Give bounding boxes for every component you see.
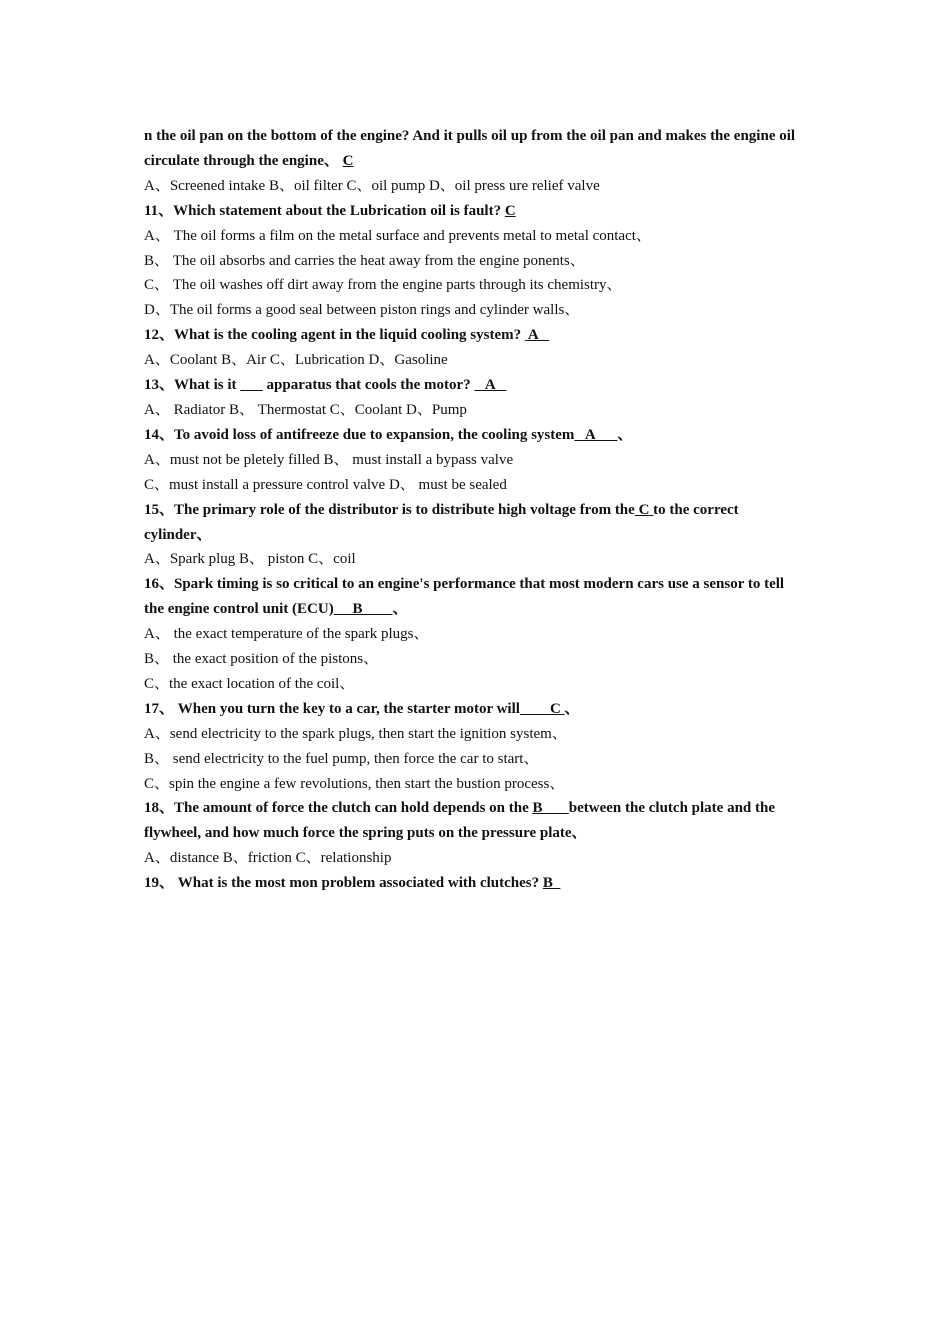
question-14	[144, 423, 807, 448]
question-18-answer: B	[532, 800, 543, 817]
question-18-text-b: between the clutch plate and the flywheel, and how much force the spring puts on the pressure plate、	[144, 800, 776, 842]
question-10-answer: C	[342, 152, 354, 169]
question-14-suffix: 、	[617, 426, 633, 443]
question-16-suffix: 、	[392, 601, 408, 618]
question-15-text-b: to the correct cylinder、	[144, 501, 739, 543]
question-11-option-c: C、 The oil washes off dirt away from the engine parts through its chemistry、	[144, 277, 622, 294]
question-17-option-b: B、 send electricity to the fuel pump, then force the car to start、	[144, 750, 539, 767]
question-11-option-d: D、The oil forms a good seal between piston rings and cylinder walls、	[144, 302, 580, 319]
question-15-options: A、Spark plug B、 piston C、coil	[144, 551, 356, 568]
question-16	[144, 572, 807, 622]
question-14-options-cd: C、must install a pressure control valve D、 must be sealed	[144, 476, 507, 493]
question-16-option-a: A、 the exact temperature of the spark plugs、	[144, 626, 429, 643]
question-16-answer: B	[352, 601, 363, 618]
question-16-option-c: C、the exact location of the coil、	[144, 675, 355, 692]
question-19	[144, 871, 807, 896]
question-13-options: A、 Radiator B、 Thermostat C、Coolant D、Pump	[144, 401, 467, 418]
question-13-answer: A	[484, 377, 495, 394]
question-18-text-a: 18、The amount of force the clutch can hold depends on the	[144, 800, 529, 817]
question-10-text: n the oil pan on the bottom of the engine? And it pulls oil up from the oil pan and makes the engine oil circulate through the engine、	[144, 128, 796, 169]
question-15-answer: C	[638, 501, 650, 518]
question-17-text: 17、 When you turn the key to a car, the starter motor will	[144, 700, 520, 717]
question-12	[144, 323, 807, 348]
question-16-text: 16、Spark timing is so critical to an engine's performance that most modern cars use a sensor to tell the engine control unit (ECU)	[144, 576, 785, 618]
question-19-answer: B	[542, 875, 553, 892]
question-17-suffix: 、	[564, 700, 580, 717]
question-13	[144, 373, 807, 398]
question-12-text: 12、What is the cooling agent in the liquid cooling system?	[144, 327, 522, 344]
question-11-text: 11、Which statement about the Lubrication oil is fault?	[144, 202, 502, 219]
question-13-blank	[240, 377, 263, 393]
question-11-answer: C	[504, 202, 516, 219]
question-14-answer: A	[584, 426, 595, 443]
question-12-options: A、Coolant B、Air C、Lubrication D、Gasoline	[144, 352, 448, 369]
question-10	[144, 124, 807, 174]
question-11-option-a: A、 The oil forms a film on the metal surface and prevents metal to metal contact、	[144, 227, 651, 244]
question-12-answer: A	[527, 327, 538, 344]
question-13-text-a: 13、What is it	[144, 377, 237, 394]
question-17-option-c: C、spin the engine a few revolutions, then start the bustion process、	[144, 775, 565, 792]
question-17-option-a: A、send electricity to the spark plugs, then start the ignition system、	[144, 725, 567, 742]
question-18-options: A、distance B、friction C、relationship	[144, 850, 392, 867]
document-page	[144, 124, 807, 896]
question-10-options: A、Screened intake B、oil filter C、oil pump D、oil press ure relief valve	[144, 177, 600, 194]
question-17-answer: C	[549, 700, 561, 717]
question-19-text: 19、 What is the most mon problem associated with clutches?	[144, 875, 540, 892]
question-11	[144, 199, 807, 224]
question-14-options-ab: A、must not be pletely filled B、 must install a bypass valve	[144, 451, 514, 468]
question-18	[144, 796, 807, 846]
question-15-text-a: 15、The primary role of the distributor is to distribute high voltage from the	[144, 501, 635, 518]
question-16-option-b: B、 the exact position of the pistons、	[144, 651, 379, 668]
question-11-option-b: B、 The oil absorbs and carries the heat away from the engine ponents、	[144, 252, 585, 269]
question-13-text-b: apparatus that cools the motor?	[266, 377, 471, 394]
question-17	[144, 697, 807, 722]
question-14-text: 14、To avoid loss of antifreeze due to expansion, the cooling system	[144, 426, 575, 443]
question-15	[144, 498, 807, 548]
